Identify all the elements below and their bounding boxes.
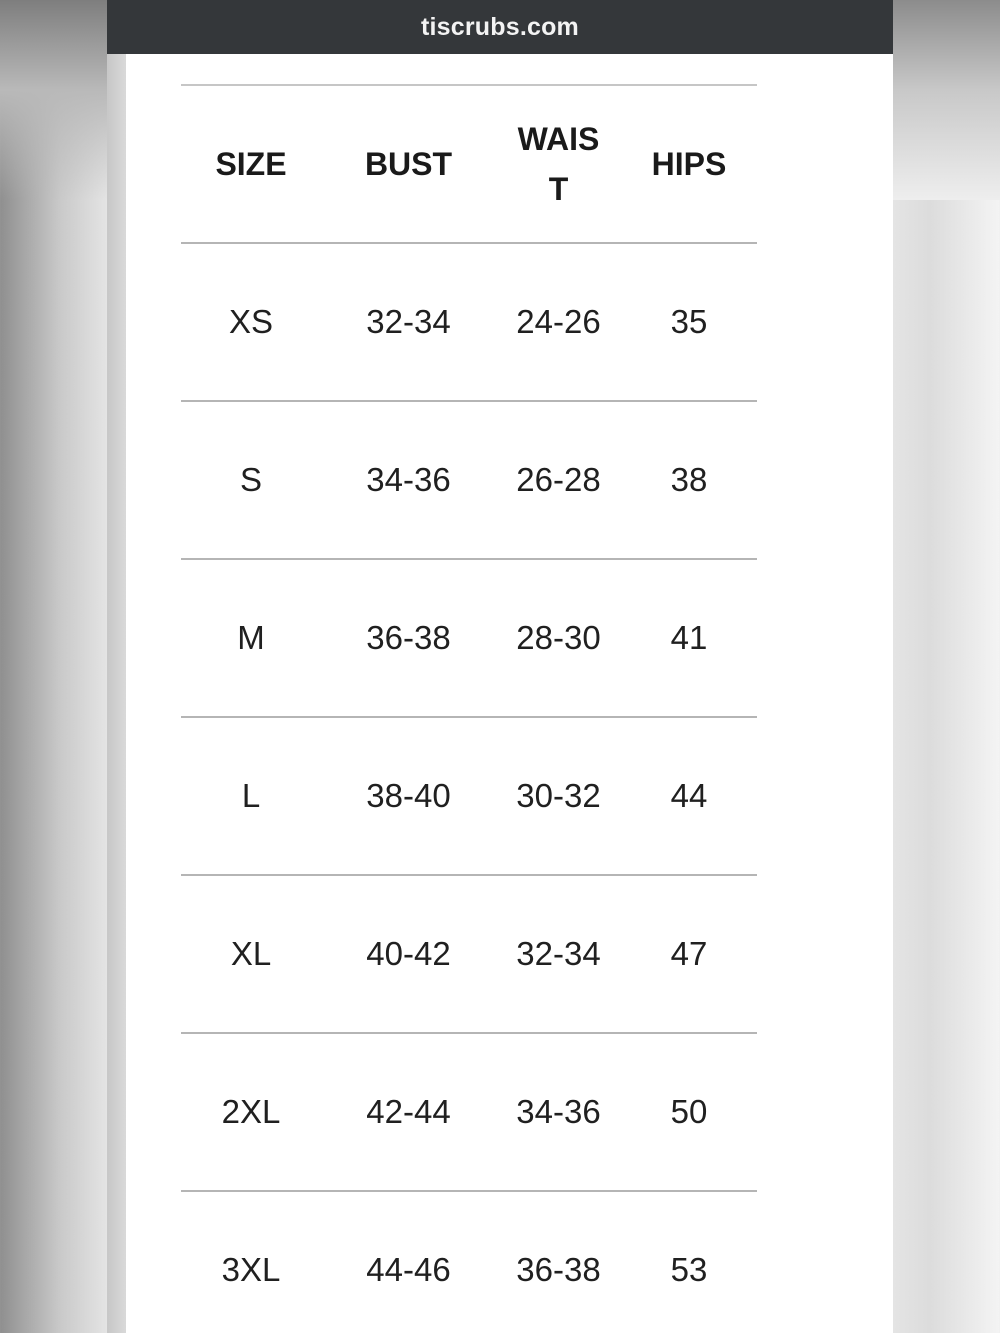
cell-bust: 32-34	[366, 303, 451, 340]
page-gutter	[107, 54, 126, 1333]
table-header-row	[181, 84, 757, 244]
cell-hips: 50	[670, 1093, 708, 1130]
cell-size: XS	[228, 303, 274, 340]
table-row	[181, 1034, 757, 1192]
background-right	[893, 0, 1000, 200]
cell-bust: 42-44	[366, 1093, 451, 1130]
header-bust: BUST	[364, 146, 453, 182]
cell-bust: 44-46	[366, 1251, 451, 1288]
cell-waist: 34-36	[516, 1093, 601, 1130]
cell-waist: 32-34	[516, 935, 601, 972]
cell-bust: 34-36	[366, 461, 451, 498]
table-row	[181, 244, 757, 402]
cell-hips: 47	[670, 935, 708, 972]
cell-waist: 26-28	[516, 461, 601, 498]
cell-waist: 36-38	[516, 1251, 601, 1288]
table-row	[181, 560, 757, 718]
cell-size: 3XL	[221, 1251, 281, 1288]
header-waist: WAIST	[517, 121, 600, 207]
browser-viewport	[107, 0, 893, 1333]
cell-waist: 24-26	[516, 303, 601, 340]
cell-bust: 40-42	[366, 935, 451, 972]
cell-size: XL	[230, 935, 272, 972]
cell-bust: 36-38	[366, 619, 451, 656]
address-bar[interactable]	[107, 0, 893, 54]
url-text[interactable]: tiscrubs.com	[420, 12, 579, 41]
cell-size: 2XL	[221, 1093, 281, 1130]
cell-waist: 30-32	[516, 777, 601, 814]
table-row	[181, 876, 757, 1034]
header-size: SIZE	[215, 146, 287, 182]
cell-waist: 28-30	[516, 619, 601, 656]
cell-bust: 38-40	[366, 777, 451, 814]
cell-hips: 38	[670, 461, 708, 498]
size-chart-table	[181, 84, 757, 1333]
table-row	[181, 1192, 757, 1333]
cell-size: L	[241, 777, 261, 814]
background-left	[0, 0, 107, 200]
cell-hips: 53	[670, 1251, 708, 1288]
cell-hips: 44	[670, 777, 708, 814]
cell-size: M	[237, 619, 265, 656]
table-row	[181, 718, 757, 876]
cell-hips: 41	[670, 619, 708, 656]
cell-size: S	[239, 461, 262, 498]
table-row	[181, 402, 757, 560]
header-hips: HIPS	[651, 146, 727, 182]
cell-hips: 35	[670, 303, 708, 340]
